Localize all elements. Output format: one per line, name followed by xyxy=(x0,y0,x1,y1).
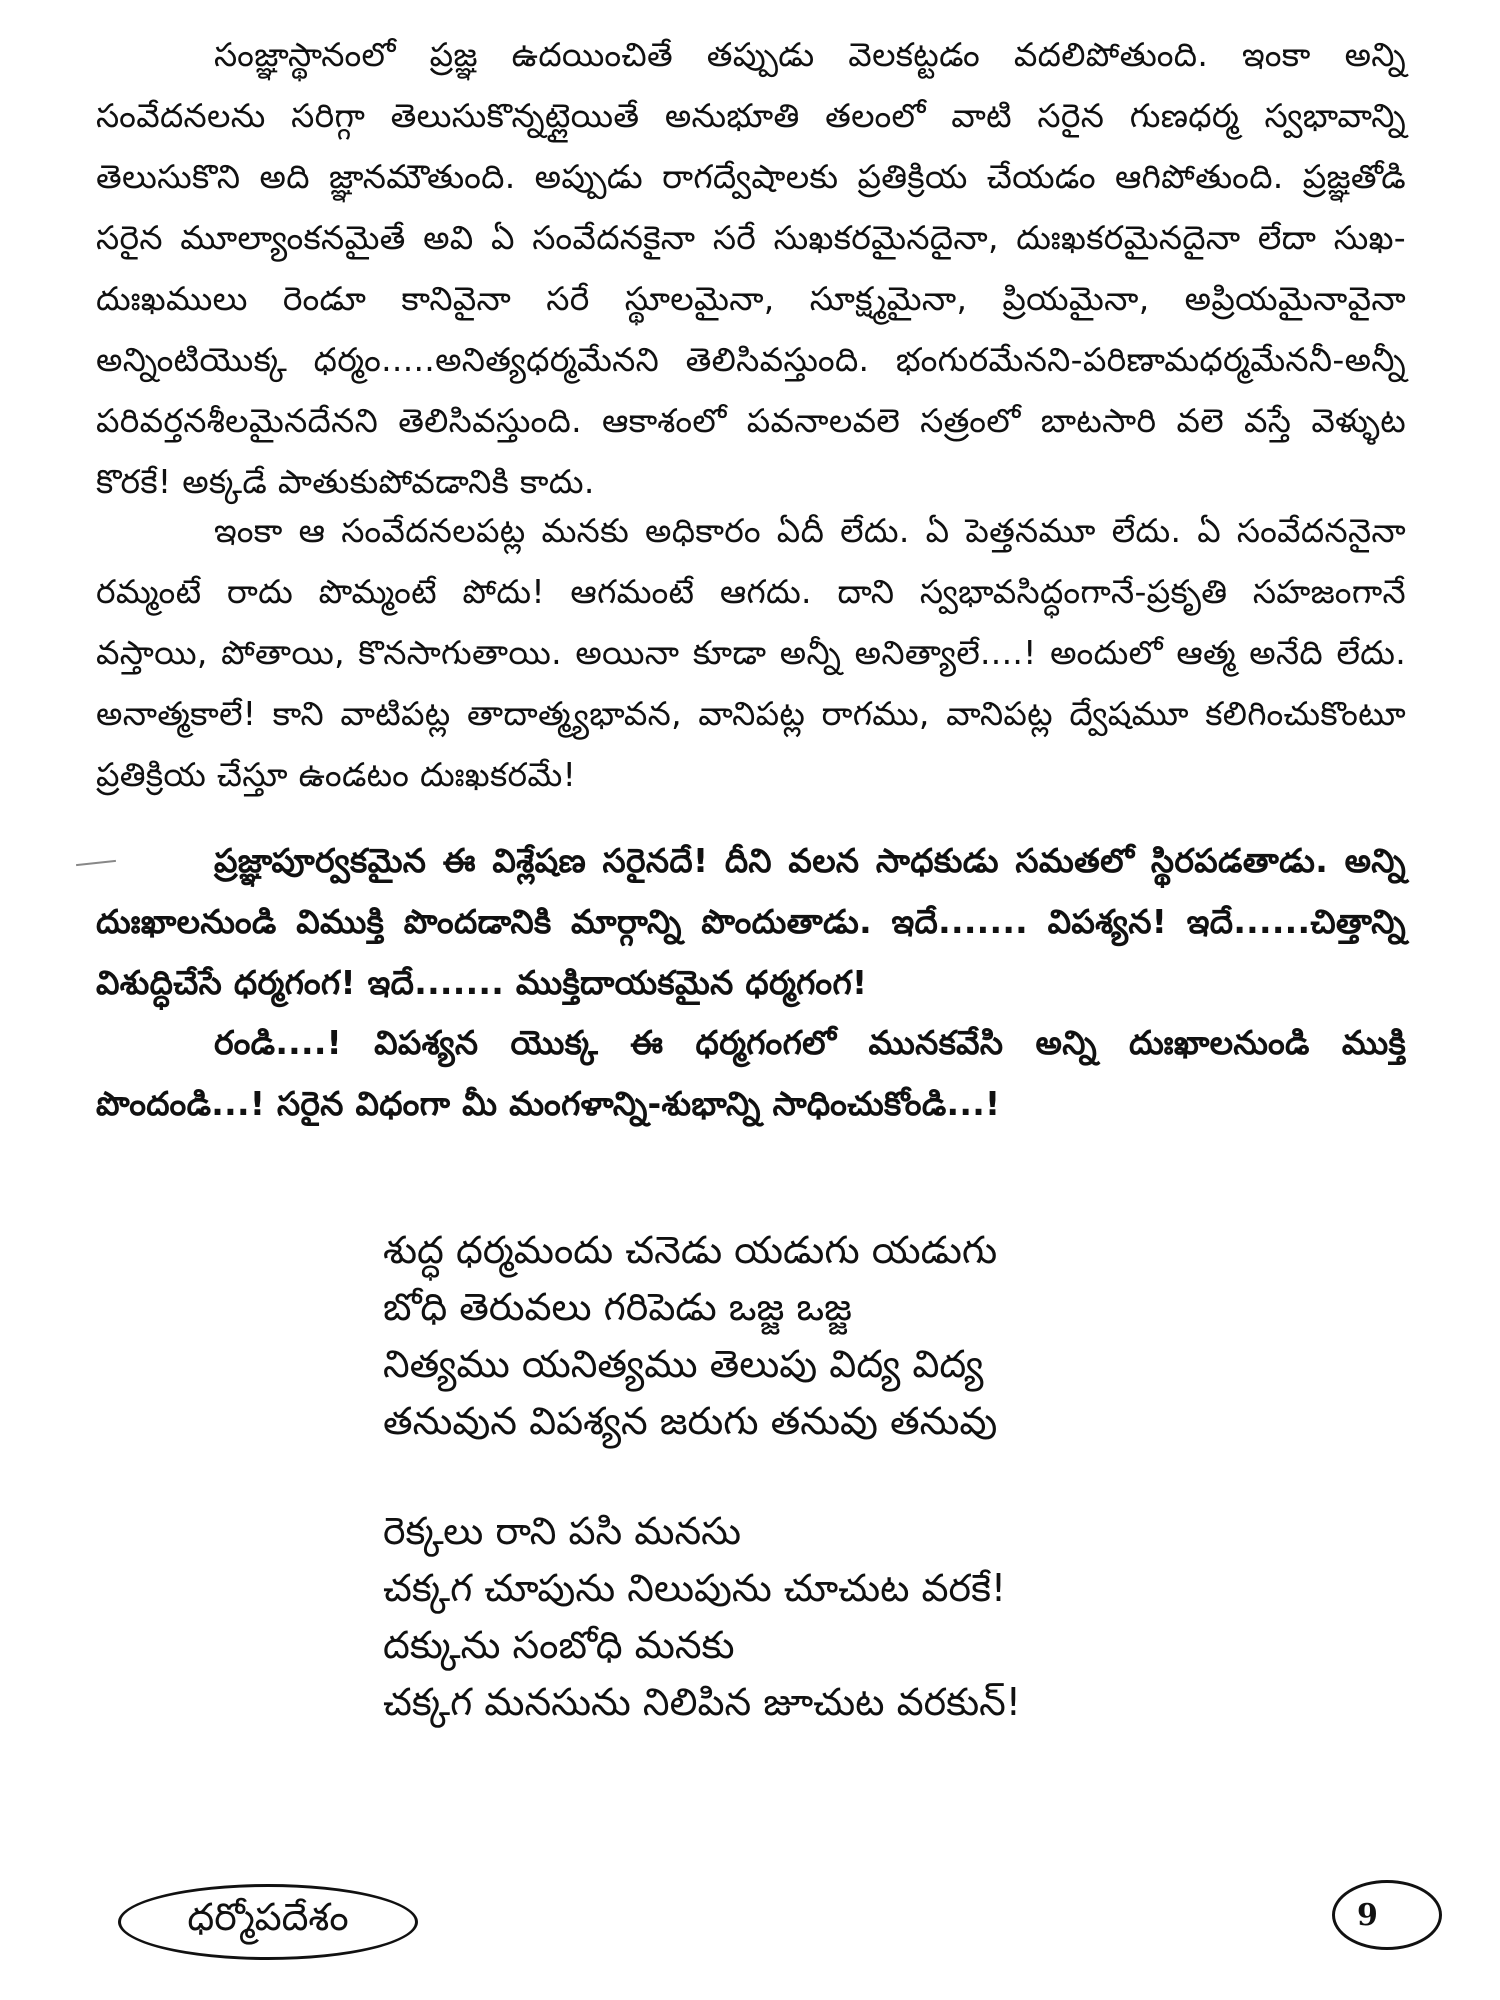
poem-line: శుద్ధ ధర్మమందు చనెడు యడుగు యడుగు xyxy=(383,1228,998,1272)
poem-stanza-2 xyxy=(383,1503,1283,1731)
paragraph-2: ఇంకా ఆ సంవేదనలపట్ల మనకు అధికారం ఏదీ లేదు. ఏ పెత్తనమూ లేదు. ఏ సంవేదననైనా రమ్మంటే రాదు పొమ్మంటే పోదు! ఆగమంటే ఆగదు. దాని స్వభావసిద్ధంగానే-ప్రకృతి సహజంగానే వస్తాయి, పోతాయి, కొనసాగుతాయి. అయినా కూడా అన్నీ అనిత్యాలే....! అందులో ఆత్మ అనేది లేదు. అనాత్మకాలే! కాని వాటిపట్ల తాదాత్మ్యభావన, వానిపట్ల రాగము, వానిపట్ల ద్వేషమూ కలిగించుకొంటూ ప్రతిక్రియ చేస్తూ ఉండటం దుఃఖకరమే! xyxy=(96,511,1406,794)
poem-line: చక్కగ మనసును నిలిపిన జూచుట వరకున్! xyxy=(383,1680,1022,1724)
footer-book-title xyxy=(118,1884,418,1960)
footer-book-title-text: ధర్మోపదేశం xyxy=(187,1895,349,1939)
poem-line: తనువున విపశ్యన జరుగు తనువు తనువు xyxy=(383,1399,998,1443)
paragraph-1: సంజ్ఞాస్థానంలో ప్రజ్ఞ ఉదయించితే తప్పుడు వెలకట్టడం వదలిపోతుంది. ఇంకా అన్ని సంవేదనలను సరిగ్గా తెలుసుకొన్నట్లైయితే అనుభూతి తలంలో వాటి సరైన గుణధర్మ స్వభావాన్ని తెలుసుకొని అది జ్ఞానమౌతుంది. అప్పుడు రాగద్వేషాలకు ప్రతిక్రియ చేయడం ఆగిపోతుంది. ప్రజ్ఞతోడి సరైన మూల్యాంకనమైతే అవి ఏ సంవేదనకైనా సరే సుఖకరమైనదైనా, దుఃఖకరమైనదైనా లేదా సుఖ-దుఃఖములు రెండూ కానివైనా సరే స్థూలమైనా, సూక్ష్మమైనా, ప్రియమైనా, అప్రియమైనావైనా అన్నింటియొక్క ధర్మం.....అనిత్యధర్మమేనని తెలిసివస్తుంది. భంగురమేనని-పరిణామధర్మమేననీ-అన్నీ పరివర్తనశీలమైనదేనని తెలిసివస్తుంది. ఆకాశంలో పవనాలవలె సత్రంలో బాటసారి వలె వస్తే వెళ్ళుట కొరకే! అక్కడే పాతుకుపోవడానికి కాదు. xyxy=(96,35,1406,501)
page-number-badge xyxy=(1332,1880,1442,1950)
paragraph-3: ప్రజ్ఞాపూర్వకమైన ఈ విశ్లేషణ సరైనదే! దీని వలన సాధకుడు సమతలో స్థిరపడతాడు. అన్ని దుఃఖాలనుండి విముక్తి పొందడానికి మార్గాన్ని పొందుతాడు. ఇదే....... విపశ్యన! ఇదే......చిత్తాన్ని విశుద్ధిచేసే ధర్మగంగ! ఇదే....... ముక్తిదాయకమైన ధర్మగంగ! xyxy=(96,841,1406,1002)
poem-line: బోధి తెరువలు గరిపెడు ఒజ్జ ఒజ్జ xyxy=(383,1285,852,1329)
poem-line: చక్కగ చూపును నిలుపును చూచుట వరకే! xyxy=(383,1566,1007,1610)
poem-line: దక్కును సంబోధి మనకు xyxy=(383,1623,735,1667)
poem-line: రెక్కలు రాని పసి మనసు xyxy=(383,1509,741,1553)
paragraph-4: రండి....! విపశ్యన యొక్క ఈ ధర్మగంగలో మునకవేసి అన్ని దుఃఖాలనుండి ముక్తి పొందండి...! సరైన విధంగా మీ మంగళాన్ని-శుభాన్ని సాధించుకోండి...! xyxy=(96,1023,1406,1123)
poem-line: నిత్యము యనిత్యము తెలుపు విద్య విద్య xyxy=(383,1342,984,1386)
page-number-text: 9 xyxy=(1357,1897,1378,1933)
poem-stanza-1 xyxy=(383,1222,1283,1450)
